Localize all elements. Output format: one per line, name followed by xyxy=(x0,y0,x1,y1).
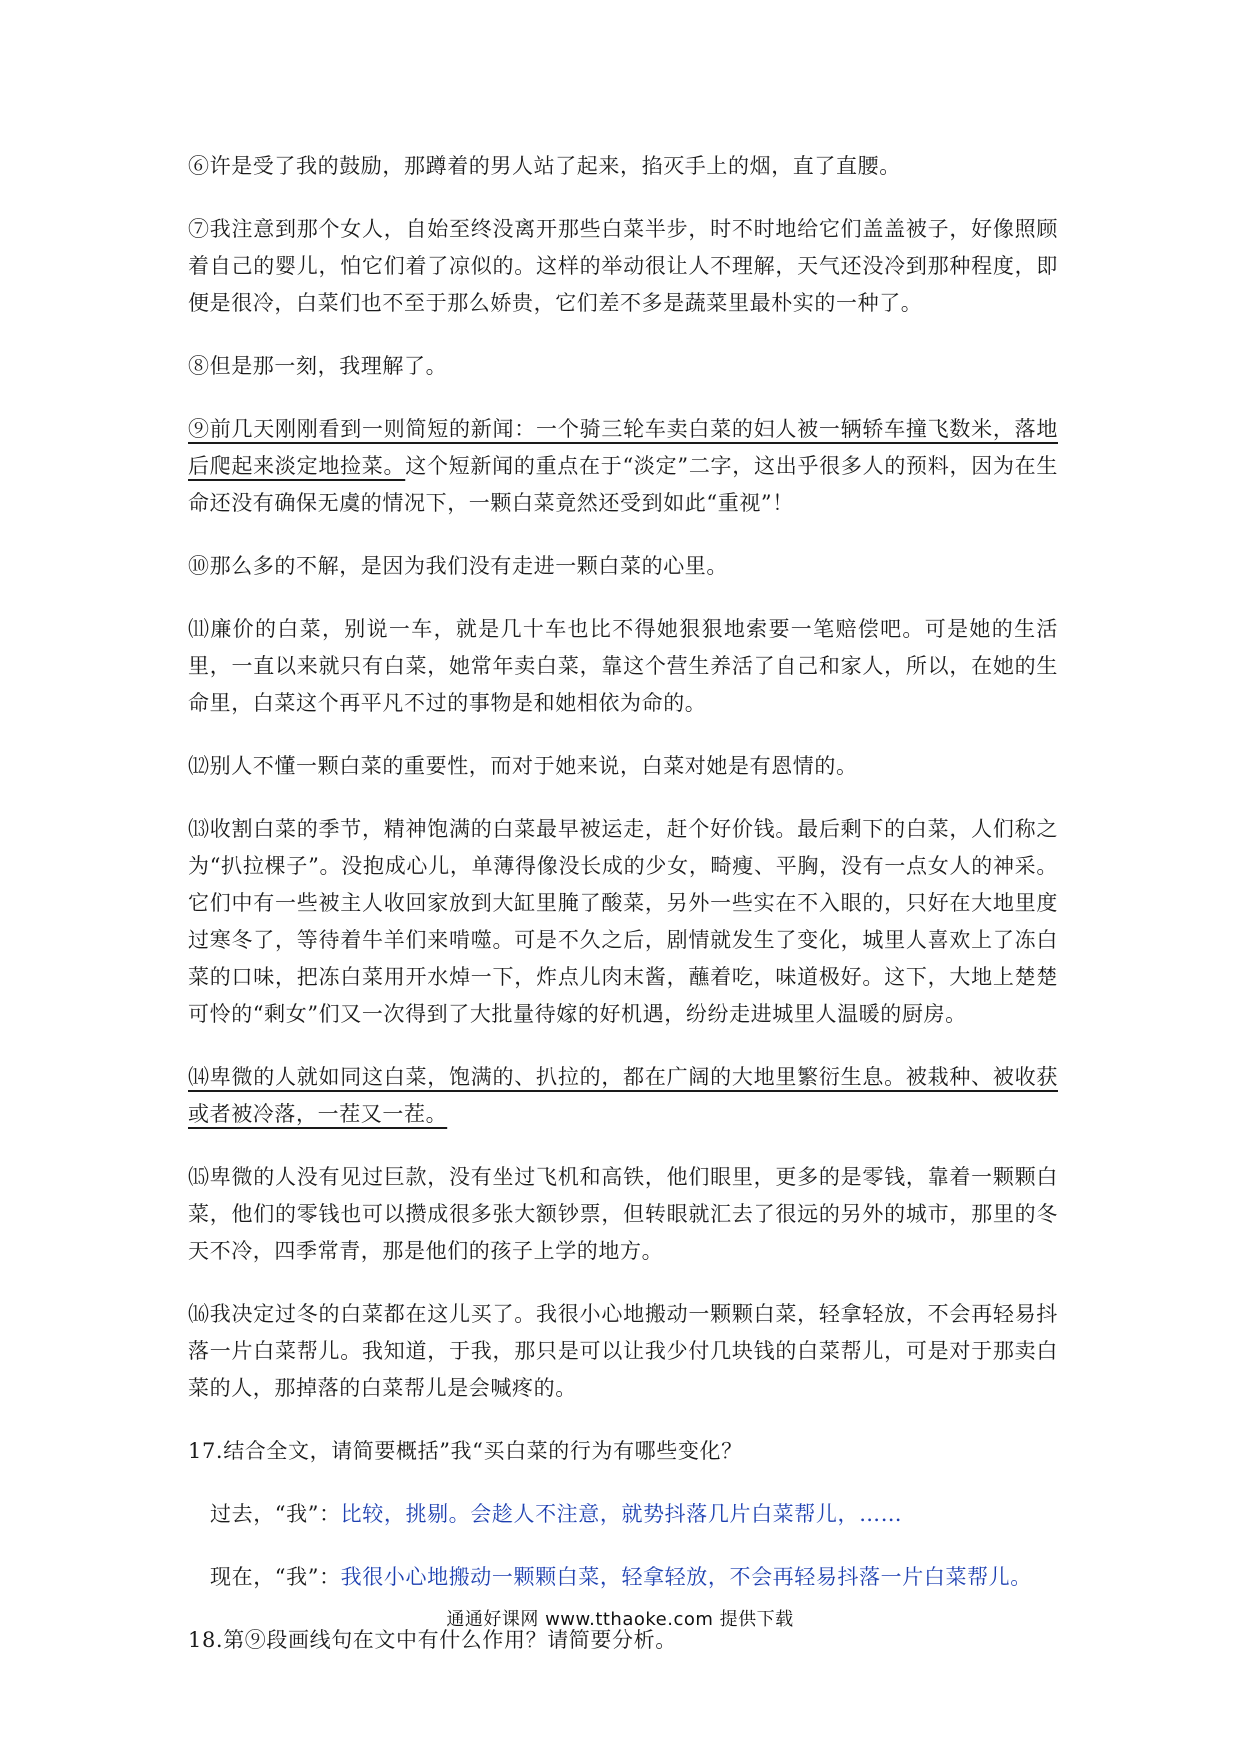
paragraph-9-remainder: 这个短新闻的重点在于“淡定”二字，这出乎很多人的预料，因为在生命还没有确保无虞的情况下，一颗白菜竟然还受到如此“重视”！ xyxy=(188,454,1058,515)
answer-17-now-label: 现在，“我”： xyxy=(210,1565,341,1589)
paragraph-7: ⑦我注意到那个女人，自始至终没离开那些白菜半步，时不时地给它们盖盖被子，好像照顾着自己的婴儿，怕它们着了凉似的。这样的举动很让人不理解，天气还没冷到那种程度，即便是很冷，白菜们也不至于那么娇贵，它们差不多是蔬菜里最朴实的一种了。 xyxy=(188,217,1058,315)
paragraph-11: ⑾廉价的白菜，别说一车，就是几十车也比不得她狠狠地索要一笔赔偿吧。可是她的生活里，一直以来就只有白菜，她常年卖白菜，靠这个营生养活了自己和家人，所以，在她的生命里，白菜这个再平凡不过的事物是和她相依为命的。 xyxy=(188,617,1058,715)
paragraph-10: ⑩那么多的不解，是因为我们没有走进一颗白菜的心里。 xyxy=(188,554,728,578)
paragraph-9 xyxy=(188,411,1058,522)
page-footer: 通通好课网 www.tthaoke.com 提供下载 xyxy=(446,1609,794,1630)
paragraph-6: ⑥许是受了我的鼓励，那蹲着的男人站了起来，掐灭手上的烟，直了直腰。 xyxy=(188,154,901,178)
question-18: 18.第⑨段画线句在文中有什么作用？请简要分析。 xyxy=(188,1628,677,1652)
question-17: 17.结合全文，请简要概括”我“买白菜的行为有哪些变化？ xyxy=(188,1439,743,1463)
article-body xyxy=(188,148,1058,1685)
answer-17-now xyxy=(210,1559,1058,1596)
paragraph-15: ⒂卑微的人没有见过巨款，没有坐过飞机和高铁，他们眼里，更多的是零钱，靠着一颗颗白菜，他们的零钱也可以攒成很多张大额钞票，但转眼就汇去了很远的另外的城市，那里的冬天不冷，四季常青，那是他们的孩子上学的地方。 xyxy=(188,1165,1058,1263)
answer-17-past-text: 比较，挑剔。会趁人不注意，就势抖落几片白菜帮儿，…… xyxy=(340,1502,903,1526)
answer-17-past-label: 过去，“我”： xyxy=(210,1502,341,1526)
paragraph-8: ⑧但是那一刻，我理解了。 xyxy=(188,354,448,378)
paragraph-16: ⒃我决定过冬的白菜都在这儿买了。我很小心地搬动一颗颗白菜，轻拿轻放，不会再轻易抖落一片白菜帮儿。我知道，于我，那只是可以让我少付几块钱的白菜帮儿，可是对于那卖白菜的人，那掉落的白菜帮儿是会喊疼的。 xyxy=(188,1302,1058,1400)
paragraph-9-underlined-sentence: ⑨前几天刚刚看到一则简短的新闻：一个骑三轮车卖白菜的妇人被一辆轿车撞飞数米，落地后爬起来淡定地捡菜。 xyxy=(188,417,1058,478)
paragraph-14-underlined-text: ⒁卑微的人就如同这白菜，饱满的、扒拉的，都在广阔的大地里繁衍生息。被栽种、被收获或者被冷落，一茬又一茬。 xyxy=(188,1065,1058,1126)
paragraph-12: ⑿别人不懂一颗白菜的重要性，而对于她来说，白菜对她是有恩情的。 xyxy=(188,754,858,778)
paragraph-13: ⒀收割白菜的季节，精神饱满的白菜最早被运走，赶个好价钱。最后剩下的白菜，人们称之为“扒拉棵子”。没抱成心儿，单薄得像没长成的少女，畸瘦、平胸，没有一点女人的神采。它们中有一些被主人收回家放到大缸里腌了酸菜，另外一些实在不入眼的，只好在大地里度过寒冬了，等待着牛羊们来啃噬。可是不久之后，剧情就发生了变化，城里人喜欢上了冻白菜的口味，把冻白菜用开水焯一下，炸点儿肉末酱，蘸着吃，味道极好。这下，大地上楚楚可怜的“剩女”们又一次得到了大批量待嫁的好机遇，纷纷走进城里人温暖的厨房。 xyxy=(188,817,1058,1026)
paragraph-14 xyxy=(188,1059,1058,1133)
answer-17-now-text: 我很小心地搬动一颗颗白菜，轻拿轻放，不会再轻易抖落一片白菜帮儿。 xyxy=(340,1565,1032,1589)
answer-17-past xyxy=(210,1496,1058,1533)
